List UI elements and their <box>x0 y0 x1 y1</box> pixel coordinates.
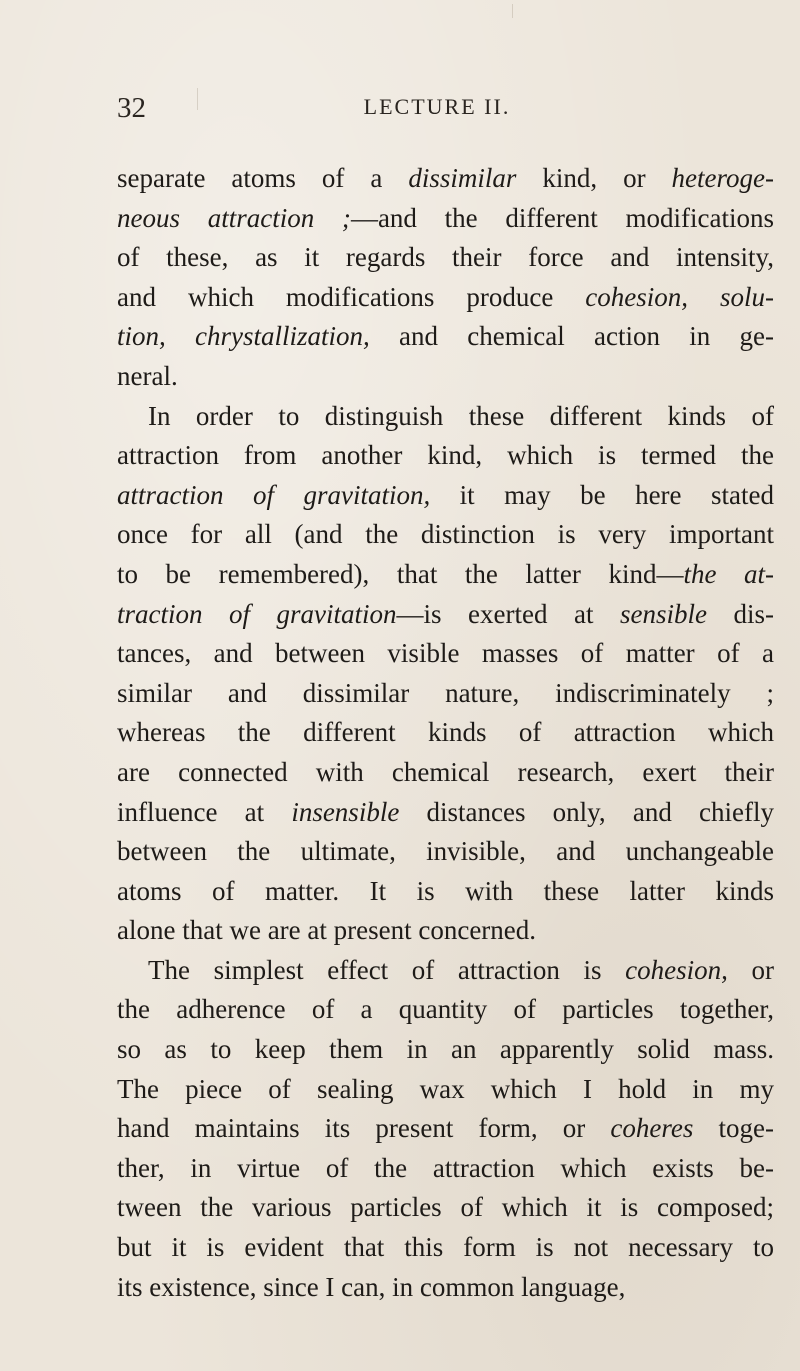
page-header <box>117 92 777 136</box>
text-run: distances only, and chiefly <box>399 796 774 827</box>
text-run: The simplest effect of attraction is <box>148 954 626 985</box>
page-number: 32 <box>117 92 146 124</box>
text-line <box>117 1188 774 1228</box>
text-run: kind, or <box>516 163 672 193</box>
text-run: whereas the different kinds of attraction which <box>117 717 774 748</box>
text-run: atoms of matter. It is with these latter kinds <box>117 875 774 906</box>
text-line <box>117 832 774 872</box>
text-run: attraction from another kind, which is termed the <box>117 440 774 471</box>
italic-text: neous attraction ; <box>117 202 351 233</box>
text-run: hand maintains its present form, or <box>117 1113 611 1144</box>
text-line <box>117 674 774 714</box>
italic-text: the at- <box>683 558 774 589</box>
text-line <box>117 1030 774 1070</box>
text-run: The piece of sealing wax which I hold in my <box>117 1073 774 1104</box>
text-line <box>117 397 774 437</box>
text-line <box>117 634 774 674</box>
text-run: it may be here stated <box>430 479 774 510</box>
italic-text: dissimilar <box>408 163 517 193</box>
text-run: —and the different modifications <box>350 202 775 233</box>
text-line <box>117 159 774 199</box>
text-line <box>117 1070 774 1110</box>
text-run: neral. <box>117 360 178 391</box>
italic-text: attraction of gravitation, <box>117 479 431 510</box>
italic-text: insensible <box>291 796 400 827</box>
text-run: and which modifications produce <box>117 281 586 312</box>
text-line <box>117 793 774 833</box>
text-run: or <box>727 954 774 985</box>
text-run: separate atoms of a <box>117 163 409 193</box>
text-run: to be remembered), that the latter kind— <box>117 558 684 589</box>
text-run: —is exerted at <box>396 598 620 629</box>
text-run: ther, in virtue of the attraction which exists be- <box>117 1152 774 1183</box>
text-line <box>117 436 774 476</box>
italic-text: heteroge- <box>671 163 774 193</box>
text-run: tween the various particles of which it is composed; <box>117 1192 774 1223</box>
text-run: so as to keep them in an apparently solid mass. <box>117 1034 774 1065</box>
text-run: of these, as it regards their force and intensity, <box>117 242 774 273</box>
paper-mark <box>512 4 513 18</box>
text-run: toge- <box>693 1113 774 1144</box>
text-run: tances, and between visible masses of matter of a <box>117 638 774 669</box>
text-line <box>117 476 774 516</box>
text-line <box>117 1228 774 1268</box>
italic-text: tion, chrystallization, <box>117 321 370 352</box>
italic-text: coheres <box>610 1113 694 1144</box>
italic-text: traction of gravitation <box>117 598 397 629</box>
text-line <box>117 317 774 357</box>
text-run: In order to distinguish these different kinds of <box>148 400 774 431</box>
text-run: the adherence of a quantity of particles together, <box>117 994 774 1025</box>
text-line <box>117 199 774 239</box>
text-run: dis- <box>706 598 774 629</box>
text-line <box>117 951 774 991</box>
text-line <box>117 713 774 753</box>
running-head: LECTURE II. <box>363 94 511 119</box>
text-run: and chemical action in ge- <box>369 321 774 352</box>
text-line <box>117 1109 774 1149</box>
text-line <box>117 990 774 1030</box>
text-run: once for all (and the distinction is very important <box>117 519 774 550</box>
text-line <box>117 1268 774 1308</box>
text-run: its existence, since I can, in common language, <box>117 1271 626 1302</box>
text-line <box>117 515 774 555</box>
text-line <box>117 872 774 912</box>
text-line <box>117 753 774 793</box>
text-run: influence at <box>117 796 292 827</box>
text-run: between the ultimate, invisible, and unchangeable <box>117 836 774 867</box>
text-line <box>117 555 774 595</box>
text-run: but it is evident that this form is not necessary to <box>117 1232 774 1263</box>
text-line <box>117 357 774 397</box>
italic-text: cohesion, <box>625 954 728 985</box>
text-line <box>117 238 774 278</box>
text-line <box>117 278 774 318</box>
text-run: similar and dissimilar nature, indiscriminately ; <box>117 677 774 708</box>
text-line <box>117 1149 774 1189</box>
text-line <box>117 911 774 951</box>
text-line <box>117 595 774 635</box>
text-run: are connected with chemical research, exert their <box>117 756 774 787</box>
text-run: alone that we are at present concerned. <box>117 915 537 946</box>
body-text <box>117 159 774 1307</box>
italic-text: cohesion, solu- <box>585 281 774 312</box>
italic-text: sensible <box>619 598 707 629</box>
